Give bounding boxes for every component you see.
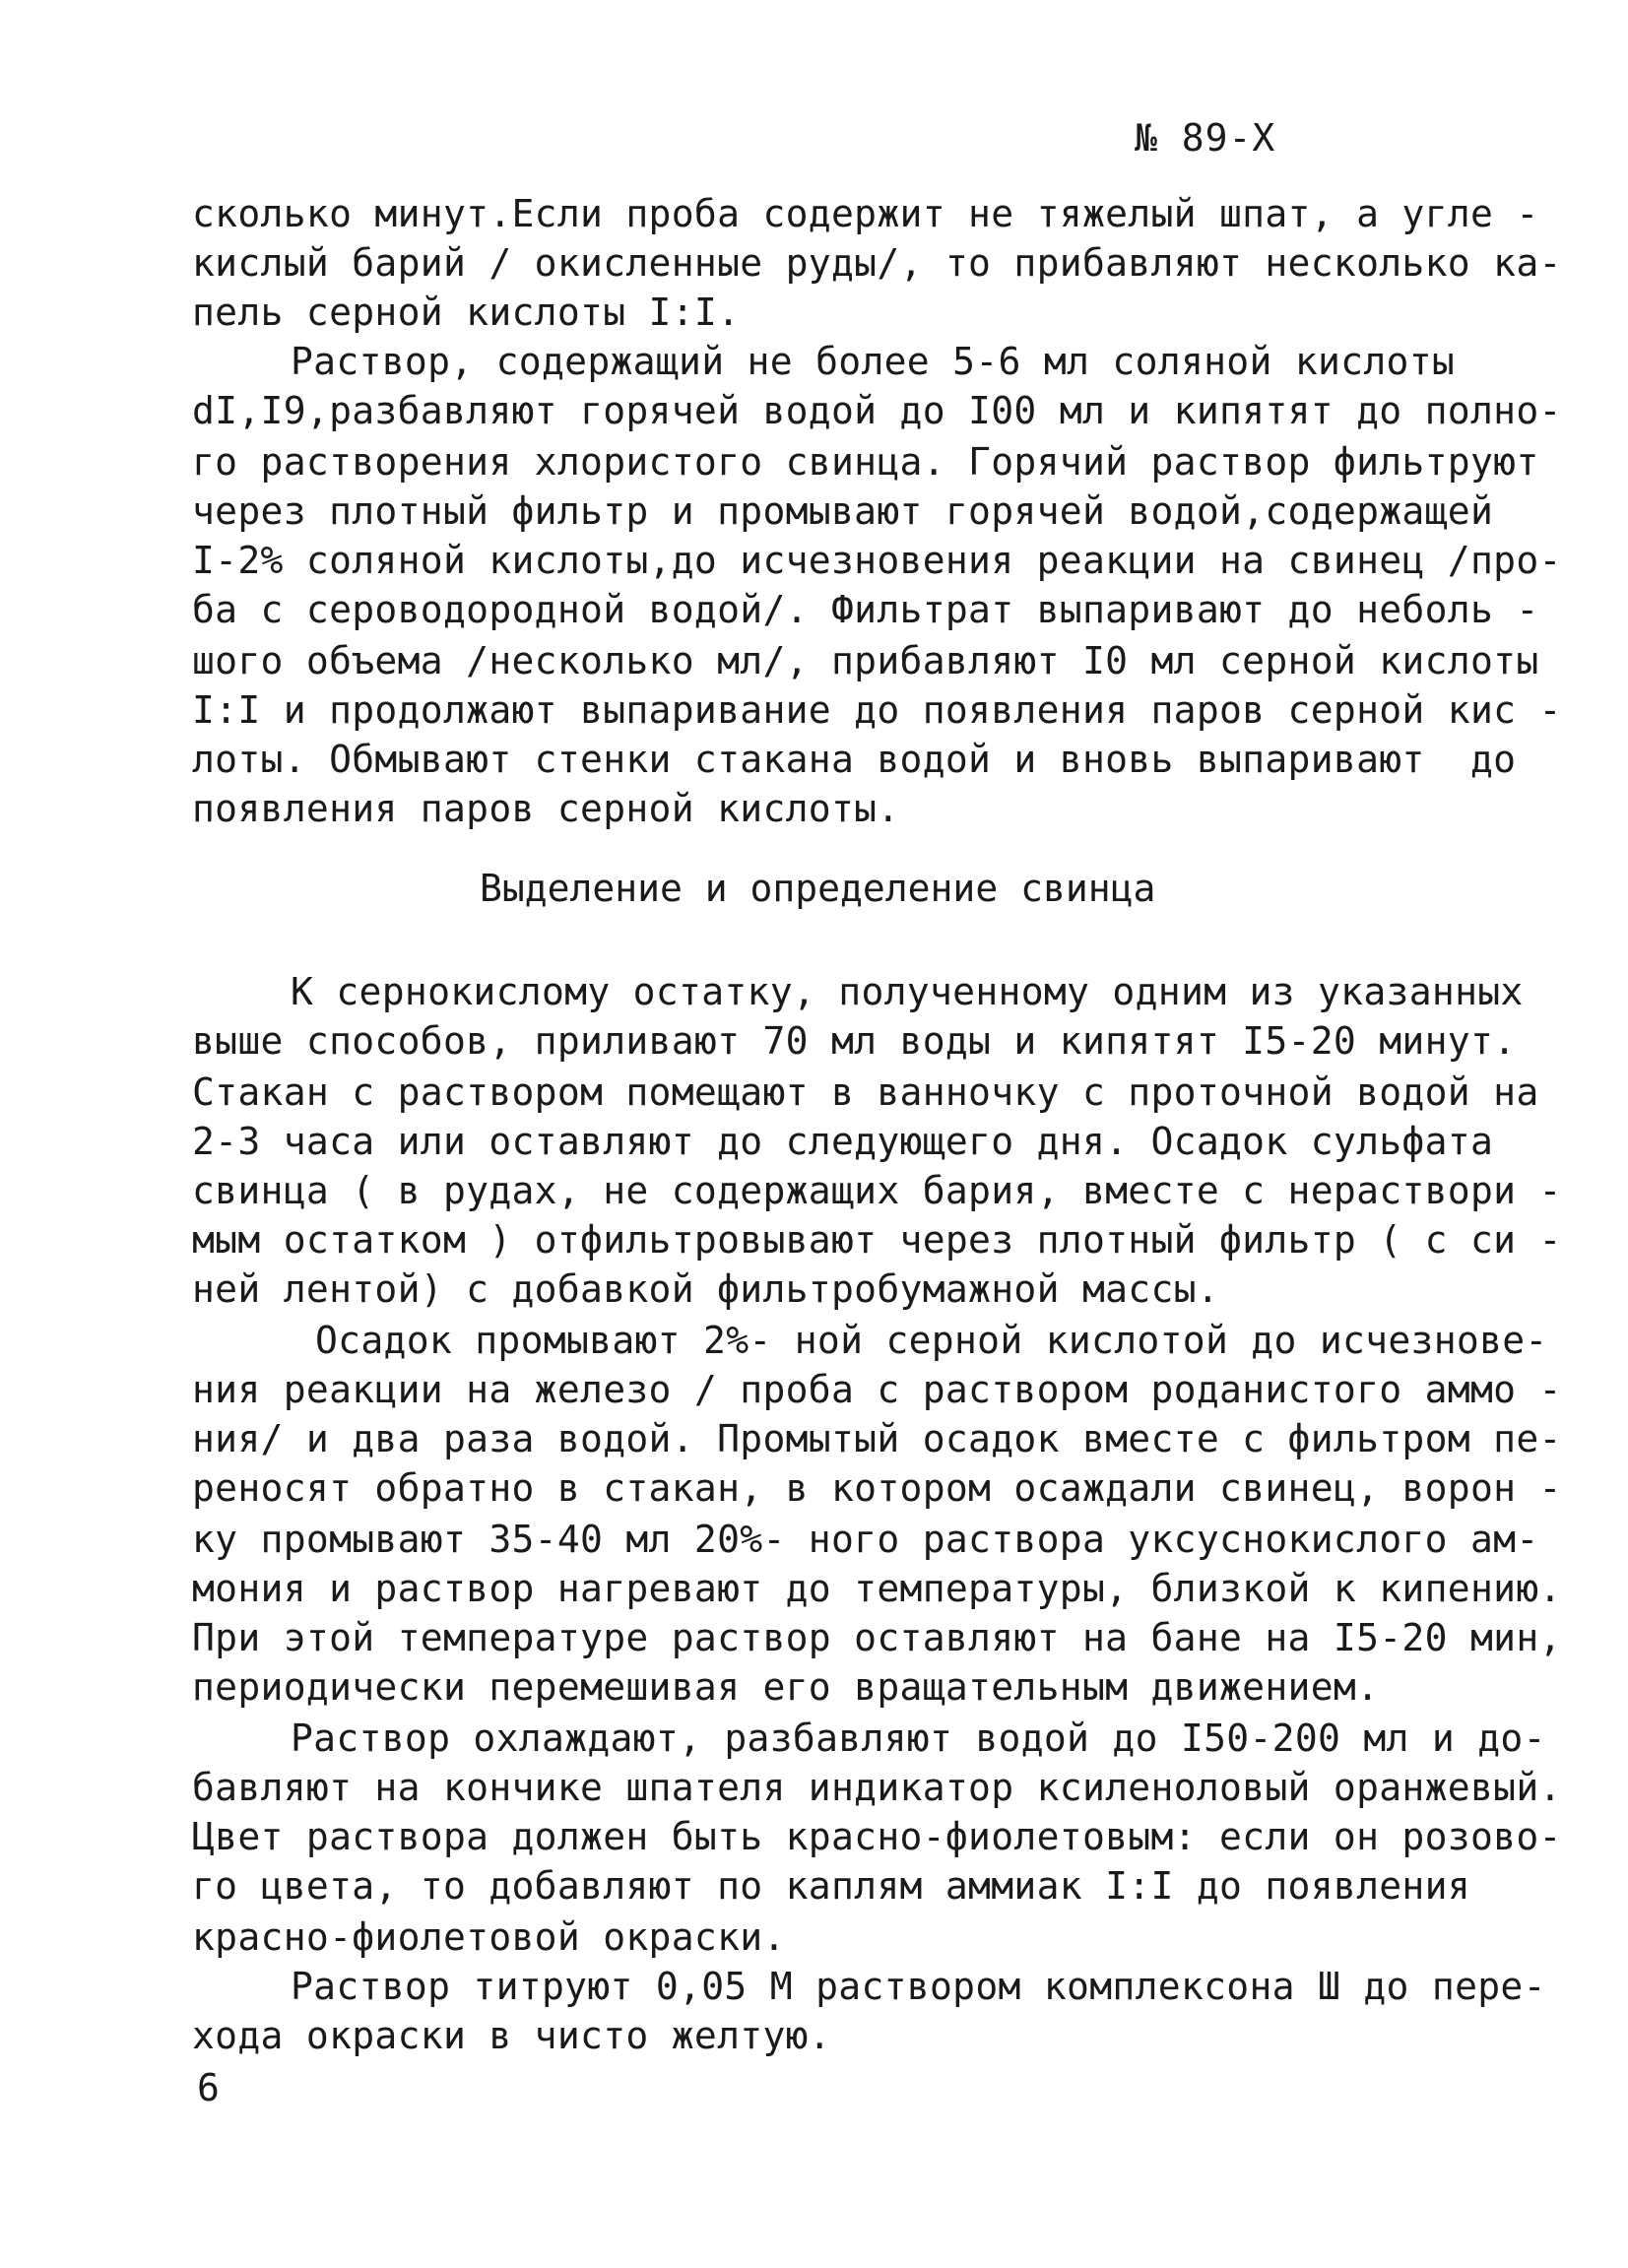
text-line: ней лентой) с добавкой фильтробумажной массы. bbox=[192, 1267, 1220, 1311]
text-line: Раствор титруют 0,05 М раствором комплексона Ш до пере- bbox=[291, 1965, 1546, 2008]
text-line: I-2% соляной кислоты,до исчезновения реакции на свинец /про- bbox=[192, 539, 1562, 582]
document-number: № 89-Х bbox=[1135, 116, 1276, 160]
text-line: ния реакции на железо / проба с раствором роданистого аммо - bbox=[192, 1368, 1562, 1411]
section-heading: Выделение и определение свинца bbox=[480, 867, 1156, 910]
page-number: 6 bbox=[197, 2066, 220, 2109]
text-line: сколько минут.Если проба содержит не тяжелый шпат, а угле - bbox=[192, 192, 1539, 235]
text-line: появления паров серной кислоты. bbox=[192, 787, 900, 830]
text-line: Осадок промывают 2%- ной серной кислотой до исчезнове- bbox=[315, 1319, 1548, 1362]
text-line: го растворения хлористого свинца. Горячий раствор фильтруют bbox=[192, 440, 1539, 484]
text-line: Раствор, содержащий не более 5-6 мл соляной кислоты bbox=[291, 340, 1456, 383]
text-line: dI,I9,разбавляют горячей водой до I00 мл и кипятят до полно- bbox=[192, 389, 1562, 432]
text-line: периодически перемешивая его вращательным движением. bbox=[192, 1665, 1380, 1709]
text-line: Цвет раствора должен быть красно-фиолетовым: если он розово- bbox=[192, 1815, 1562, 1858]
text-line: I:I и продолжают выпаривание до появления паров серной кис - bbox=[192, 688, 1562, 732]
text-line: хода окраски в чисто желтую. bbox=[192, 2014, 831, 2057]
text-line: кислый барий / окисленные руды/, то прибавляют несколько ка- bbox=[192, 241, 1562, 285]
text-line: пель серной кислоты I:I. bbox=[192, 291, 741, 334]
text-line: бавляют на кончике шпателя индикатор ксиленоловый оранжевый. bbox=[192, 1766, 1562, 1809]
text-line: ку промывают 35-40 мл 20%- ного раствора уксуснокислого ам- bbox=[192, 1518, 1539, 1561]
text-line: реносят обратно в стакан, в котором осаждали свинец, ворон - bbox=[192, 1466, 1562, 1510]
text-line: шого объема /несколько мл/, прибавляют I0 мл серной кислоты bbox=[192, 639, 1539, 682]
text-line: мония и раствор нагревают до температуры, близкой к кипению. bbox=[192, 1567, 1562, 1610]
text-line: Раствор охлаждают, разбавляют водой до I50-200 мл и до- bbox=[291, 1717, 1546, 1760]
text-line: К сернокислому остатку, полученному одним из указанных bbox=[291, 970, 1524, 1013]
text-line: 2-3 часа или оставляют до следующего дня. Осадок сульфата bbox=[192, 1120, 1494, 1163]
text-line: выше способов, приливают 70 мл воды и кипятят I5-20 минут. bbox=[192, 1019, 1517, 1063]
text-line: го цвета, то добавляют по каплям аммиак I:I до появления bbox=[192, 1864, 1470, 1908]
text-line: мым остатком ) отфильтровывают через плотный фильтр ( с си - bbox=[192, 1218, 1562, 1262]
text-line: При этой температуре раствор оставляют на бане на I5-20 мин, bbox=[192, 1616, 1562, 1659]
text-line: ба с сероводородной водой/. Фильтрат выпаривают до неболь - bbox=[192, 588, 1539, 631]
text-line: через плотный фильтр и промывают горячей водой,содержащей bbox=[192, 489, 1494, 533]
text-line: красно-фиолетовой окраски. bbox=[192, 1915, 786, 1959]
text-line: свинца ( в рудах, не содержащих бария, вместе с нераствори - bbox=[192, 1169, 1562, 1212]
text-line: ния/ и два раза водой. Промытый осадок вместе с фильтром пе- bbox=[192, 1417, 1562, 1460]
text-line: Стакан с раствором помещают в ванночку с проточной водой на bbox=[192, 1070, 1539, 1114]
text-line: лоты. Обмывают стенки стакана водой и вновь выпаривают до bbox=[192, 738, 1517, 781]
